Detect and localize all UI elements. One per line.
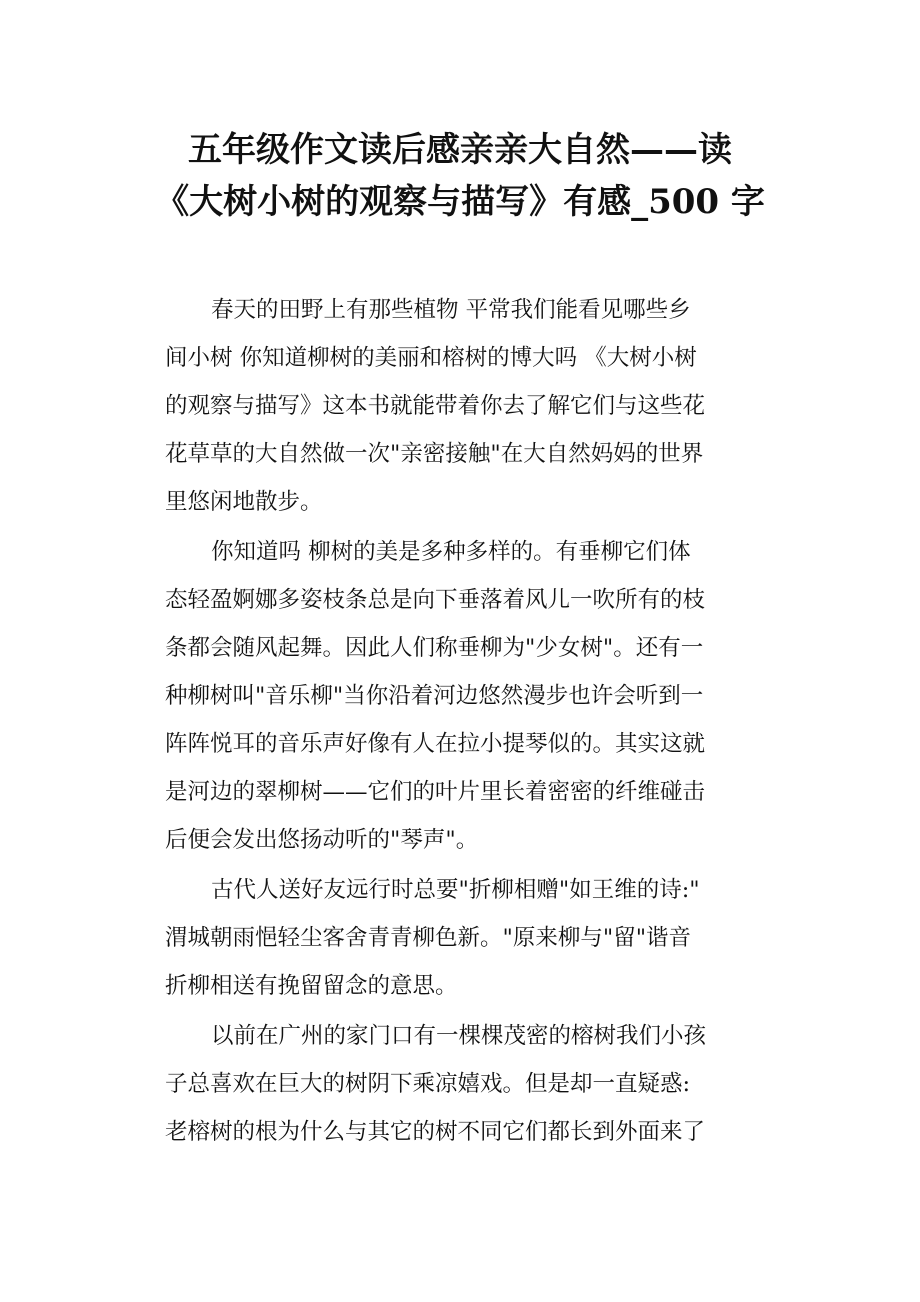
text-line: 渭城朝雨悒轻尘客舍青青柳色新。"原来柳与"留"谐音 xyxy=(165,925,692,951)
text-line: 条都会随风起舞。因此人们称垂柳为"少女树"。还有一 xyxy=(165,635,704,661)
text-line: 态轻盈婀娜多姿枝条总是向下垂落着风儿一吹所有的枝 xyxy=(165,587,706,613)
text-line: 以前在广州的家门口有一棵棵茂密的榕树我们小孩 xyxy=(211,1023,707,1049)
text-line: 古代人送好友远行时总要"折柳相赠"如王维的诗:" xyxy=(211,877,700,903)
text-line: 你知道吗 柳树的美是多种多样的。有垂柳它们体 xyxy=(211,539,691,565)
text-line: 里悠闲地散步。 xyxy=(165,489,323,515)
document-title xyxy=(110,124,810,228)
text-line: 种柳树叫"音乐柳"当你沿着河边悠然漫步也许会听到一 xyxy=(165,683,704,709)
paragraph-4 xyxy=(165,1012,770,1156)
text-line: 的观察与描写》这本书就能带着你去了解它们与这些花 xyxy=(165,393,706,419)
text-line: 花草草的大自然做一次"亲密接触"在大自然妈妈的世界 xyxy=(165,441,704,467)
document-body xyxy=(165,286,770,1158)
text-line: 折柳相送有挽留留念的意思。 xyxy=(165,973,458,999)
text-line: 阵阵悦耳的音乐声好像有人在拉小提琴似的。其实这就 xyxy=(165,731,706,757)
text-line: 春天的田野上有那些植物 平常我们能看见哪些乡 xyxy=(211,297,691,323)
text-line: 是河边的翠柳树——它们的叶片里长着密密的纤维碰击 xyxy=(165,779,706,805)
text-line: 后便会发出悠扬动听的"琴声"。 xyxy=(165,827,479,853)
title-line-2: 《大树小树的观察与描写》有感_500 字 xyxy=(155,182,765,222)
paragraph-2 xyxy=(165,528,770,864)
text-line: 间小树 你知道柳树的美丽和榕树的博大吗 《大树小树 xyxy=(165,345,697,371)
paragraph-1 xyxy=(165,286,770,526)
paragraph-3 xyxy=(165,866,770,1010)
text-line: 老榕树的根为什么与其它的树不同它们都长到外面来了 xyxy=(165,1119,706,1145)
text-line: 子总喜欢在巨大的树阴下乘凉嬉戏。但是却一直疑惑: xyxy=(165,1071,691,1097)
title-line-1: 五年级作文读后感亲亲大自然——读 xyxy=(188,130,732,170)
